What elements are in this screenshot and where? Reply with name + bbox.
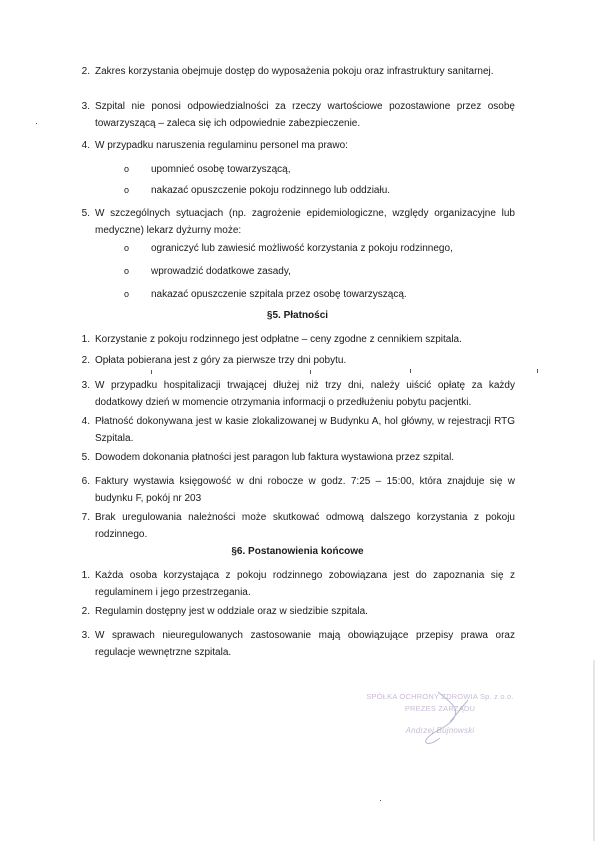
scan-speck: [537, 369, 538, 373]
list-item: [81, 352, 515, 369]
list-item: [81, 137, 515, 154]
item-text: Opłata pobierana jest z góry za pierwsze trzy dni pobytu.: [95, 355, 347, 366]
item-number: 2.: [81, 606, 90, 617]
item-number: 4.: [81, 140, 90, 151]
signature-stamp: [360, 686, 520, 756]
stamp-name: Andrzej Bujnowski: [405, 726, 475, 735]
bullet-text: ograniczyć lub zawiesić możliwość korzystania z pokoju rodzinnego,: [151, 243, 453, 254]
item-text: Brak uregulowania należności może skutkować odmową dalszego korzystania z pokoju rodzinnego.: [95, 512, 515, 540]
bullet-text: upomnieć osobę towarzyszącą,: [151, 164, 291, 175]
bullet-marker: o: [124, 243, 130, 253]
item-text: Płatność dokonywana jest w kasie zlokalizowanej w Budynku A, hol główny, w rejestracji RTG Szpitala.: [95, 416, 515, 444]
bullet-text: wprowadzić dodatkowe zasady,: [151, 266, 291, 277]
bullet-text: nakazać opuszczenie pokoju rodzinnego lub oddziału.: [151, 185, 391, 196]
item-text: Regulamin dostępny jest w oddziale oraz w siedzibie szpitala.: [95, 606, 368, 617]
item-text: Każda osoba korzystająca z pokoju rodzinnego zobowiązana jest do zapoznania się z regulaminem i jego przestrzegania.: [95, 570, 515, 598]
list-item: [81, 449, 515, 466]
list-item: [81, 205, 515, 239]
item-text: W szczególnych sytuacjach (np. zagrożenie epidemiologiczne, względy organizacyjne lub medyczne) lekarz dyżurny może:: [95, 208, 515, 236]
bullet-marker: o: [124, 164, 130, 174]
item-text: Szpital nie ponosi odpowiedzialności za rzeczy wartościowe pozostawione przez osobę towarzyszącą – zaleca się ich odpowiednie zabezpieczenie.: [95, 101, 515, 129]
stamp-title: PREZES ZARZĄDU: [404, 704, 476, 713]
item-number: 1.: [81, 570, 90, 581]
item-text: W przypadku naruszenia regulaminu personel ma prawo:: [95, 140, 348, 151]
bullet-item: [124, 286, 512, 303]
item-text: Faktury wystawia księgowość w dni robocze w godz. 7:25 – 15:00, która znajduje się w budynku F, pokój nr 203: [95, 476, 515, 504]
scan-speck: [151, 370, 152, 374]
bullet-marker: o: [124, 289, 130, 299]
list-item: [81, 63, 515, 80]
item-number: 2.: [81, 66, 90, 77]
item-number: 3.: [81, 630, 90, 641]
section-heading: §6. Postanowienia końcowe: [231, 546, 364, 557]
scan-speck: [380, 800, 381, 801]
bullet-item: [124, 182, 512, 199]
scan-speck: [36, 123, 37, 124]
list-item: [81, 603, 515, 620]
item-number: 2.: [81, 355, 90, 366]
item-number: 6.: [81, 476, 90, 487]
bullet-item: [124, 240, 512, 257]
item-number: 1.: [81, 334, 90, 345]
bullet-item: [124, 263, 512, 280]
stamp-company: SPÓŁKA OCHRONY ZDROWIA Sp. z o.o.: [366, 692, 514, 701]
bullet-item: [124, 161, 512, 178]
item-number: 3.: [81, 101, 90, 112]
item-number: 7.: [81, 512, 90, 523]
handwritten-signature-icon: [390, 688, 480, 748]
list-item: [81, 627, 515, 661]
item-number: 5.: [81, 452, 90, 463]
list-item: [81, 413, 515, 447]
list-item: [81, 377, 515, 411]
list-item: [81, 567, 515, 601]
section-heading: §5. Płatności: [266, 310, 329, 321]
item-text: W sprawach nieuregulowanych zastosowanie mają obowiązujące przepisy prawa oraz regulacje wewnętrzne szpitala.: [95, 630, 515, 658]
list-item: [81, 331, 515, 348]
bullet-marker: o: [124, 185, 130, 195]
list-item: [81, 98, 515, 132]
item-text: Dowodem dokonania płatności jest paragon lub faktura wystawiona przez szpital.: [95, 452, 455, 463]
list-item: [81, 509, 515, 543]
bullet-text: nakazać opuszczenie szpitala przez osobę towarzyszącą.: [151, 289, 407, 300]
item-text: W przypadku hospitalizacji trwającej dłużej niż trzy dni, należy uiścić opłatę za każdy dodatkowy dzień w momencie otrzymania informacji o przedłużeniu pobytu pacjentki.: [95, 380, 515, 408]
item-number: 5.: [81, 208, 90, 219]
list-item: [81, 473, 515, 507]
scan-speck: [410, 369, 411, 373]
item-number: 4.: [81, 416, 90, 427]
item-text: Korzystanie z pokoju rodzinnego jest odpłatne – ceny zgodne z cennikiem szpitala.: [95, 334, 462, 345]
scan-speck: [310, 370, 311, 374]
item-text: Zakres korzystania obejmuje dostęp do wyposażenia pokoju oraz infrastruktury sanitarnej.: [95, 66, 494, 77]
item-number: 3.: [81, 380, 90, 391]
bullet-marker: o: [124, 266, 130, 276]
